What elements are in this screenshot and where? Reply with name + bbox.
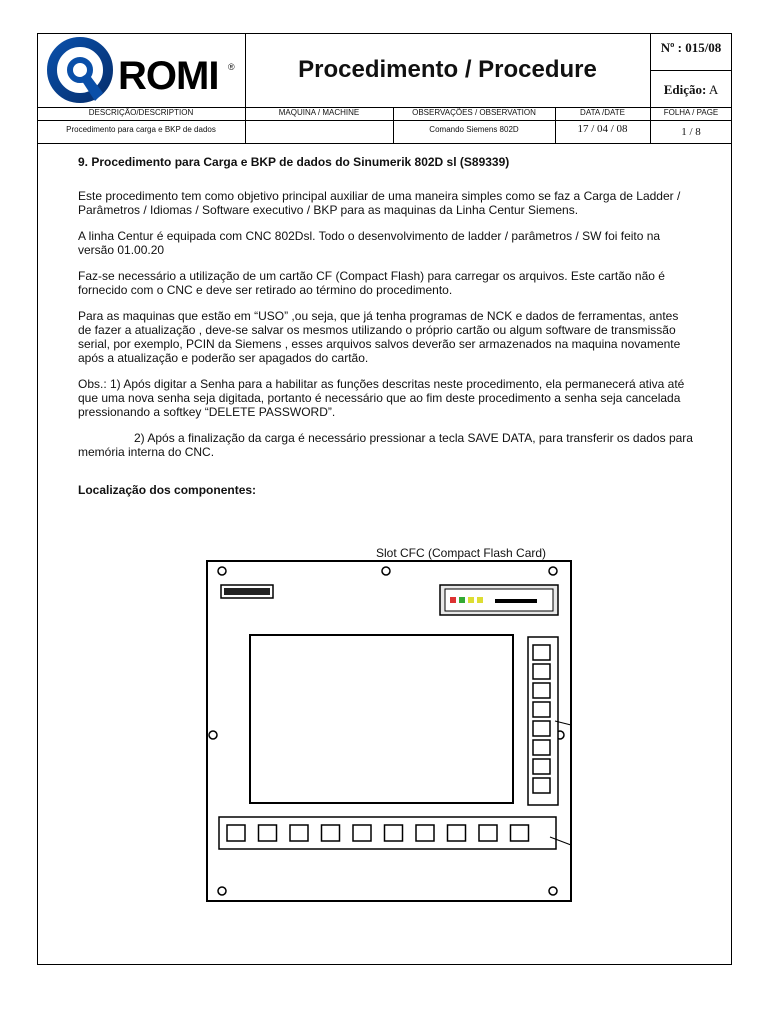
cnc-panel-diagram bbox=[205, 545, 575, 905]
edition-value: A bbox=[708, 82, 719, 97]
slot-cfc-label: Slot CFC (Compact Flash Card) bbox=[376, 546, 547, 560]
logo-registered-mark: ® bbox=[228, 62, 235, 72]
vertical-softkey bbox=[533, 759, 550, 774]
observation-value: Comando Siemens 802D bbox=[429, 125, 519, 134]
date-value: 17 / 04 / 08 bbox=[577, 123, 628, 135]
components-heading: Localização dos componentes: bbox=[78, 483, 257, 497]
paragraph-machines-in-use: Para as maquinas que estão em “USO” ,ou seja, que já tenha programas de NCK e dados de ferramentas, antes de fazer a atualização , deve-se salvar os mesmos utilizando o próprio cartão ou algum software de transmissão serial, por exemplo, PCIN da Siemens , esses arquivos salvos deverão ser armazenados na maquina novamente após a atualização e poderão ser apagados do cartão. bbox=[78, 309, 681, 365]
horizontal-softkey bbox=[511, 825, 529, 841]
horizontal-softkey bbox=[479, 825, 497, 841]
description-value: Procedimento para carga e BKP de dados bbox=[66, 125, 216, 134]
page-value: 1 / 8 bbox=[681, 126, 701, 138]
paragraph-intro: Este procedimento tem como objetivo principal auxiliar de uma maneira simples como se faz a Carga de Ladder / Parâmetros / Idiomas / Software executivo / BKP para as maquinas da Linha Centur Siemens. bbox=[78, 189, 681, 217]
edition-label: Edição: bbox=[663, 82, 707, 97]
document-number: Nº : 015/08 bbox=[660, 40, 722, 55]
page-title: Procedimento / Procedure bbox=[298, 56, 597, 83]
vertical-softkey bbox=[533, 683, 550, 698]
vertical-softkey bbox=[533, 702, 550, 717]
header-section-bottom bbox=[37, 143, 732, 144]
paragraph-cf-card: Faz-se necessário a utilização de um cartão CF (Compact Flash) para carregar os arquivos. Este cartão não é fornecido com o CNC e deve ser retirado ao término do procedimento. bbox=[78, 269, 665, 297]
horizontal-softkey bbox=[416, 825, 434, 841]
paragraph-obs-2: 2) Após a finalização da carga é necessário pressionar a tecla SAVE DATA, para transferir os dados para memória interna do CNC. bbox=[78, 431, 693, 459]
horizontal-softkey bbox=[322, 825, 340, 841]
edition bbox=[650, 82, 732, 98]
vertical-softkey bbox=[533, 645, 550, 660]
horizontal-softkey bbox=[448, 825, 466, 841]
horizontal-softkey bbox=[353, 825, 371, 841]
vertical-softkey bbox=[533, 664, 550, 679]
page-label: FOLHA / PAGE bbox=[663, 108, 719, 117]
horizontal-softkey bbox=[227, 825, 245, 841]
horizontal-softkey bbox=[259, 825, 277, 841]
description-label: DESCRIÇÃO/DESCRIPTION bbox=[88, 108, 194, 117]
vertical-softkey bbox=[533, 740, 550, 755]
document-body bbox=[78, 155, 693, 509]
vertical-softkey bbox=[533, 778, 550, 793]
observation-label: OBSERVAÇÕES / OBSERVATION bbox=[412, 108, 536, 117]
logo-text: ROMI bbox=[118, 54, 219, 98]
date-label: DATA /DATE bbox=[580, 108, 625, 117]
cnc-panel-icon bbox=[205, 545, 575, 905]
paragraph-cnc-version: A linha Centur é equipada com CNC 802Dsl. Todo o desenvolvimento de ladder / parâmetros / SW foi feito na versão 01.00.20 bbox=[78, 229, 661, 257]
docnum-divider bbox=[650, 70, 732, 71]
vertical-softkey bbox=[533, 721, 550, 736]
horizontal-softkey bbox=[385, 825, 403, 841]
machine-label: MAQUINA / MACHINE bbox=[278, 108, 360, 117]
section-heading: 9. Procedimento para Carga e BKP de dados do Sinumerik 802D sl (S89339) bbox=[78, 155, 510, 169]
meta-divider bbox=[37, 120, 732, 121]
horizontal-softkey bbox=[290, 825, 308, 841]
paragraph-obs-1: Obs.: 1) Após digitar a Senha para a habilitar as funções descritas neste procedimento, ela permanecerá ativa até que uma nova senha seja digitada, portanto é necessário que ao fim deste procedimento a senha seja cancelada pressionando a softkey “DELETE PASSWORD”. bbox=[78, 377, 685, 419]
